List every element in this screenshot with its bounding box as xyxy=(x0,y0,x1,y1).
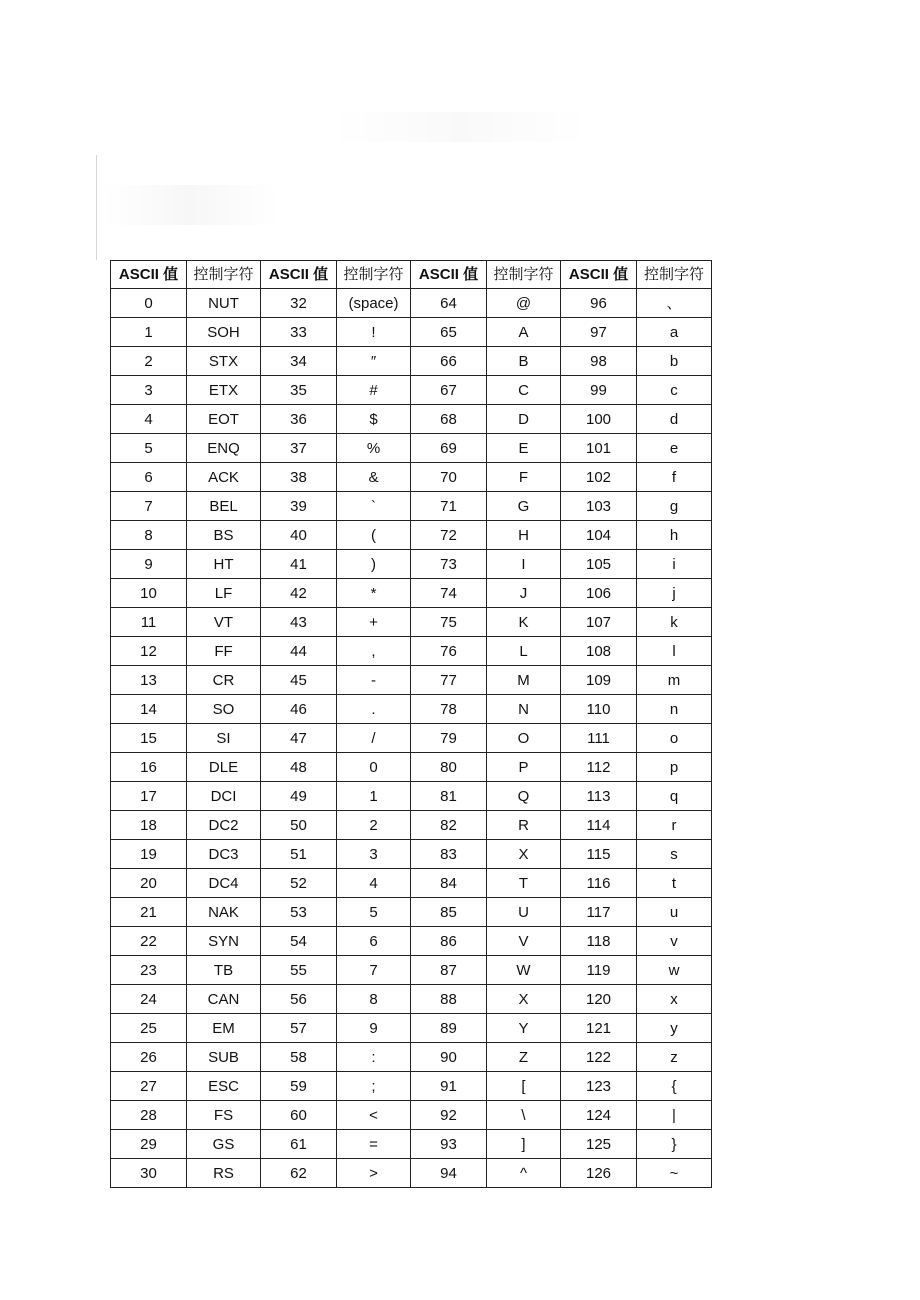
table-row xyxy=(111,637,712,666)
ascii-value-cell: 84 xyxy=(411,869,487,898)
ascii-value-cell: 46 xyxy=(261,695,337,724)
control-char-cell: - xyxy=(337,666,411,695)
control-char-cell: SO xyxy=(187,695,261,724)
control-char-cell: p xyxy=(637,753,712,782)
control-char-cell: NAK xyxy=(187,898,261,927)
table-row xyxy=(111,492,712,521)
control-char-cell: | xyxy=(637,1101,712,1130)
ascii-value-cell: 104 xyxy=(561,521,637,550)
control-char-cell: k xyxy=(637,608,712,637)
control-char-cell: DCI xyxy=(187,782,261,811)
control-char-cell: 3 xyxy=(337,840,411,869)
ascii-value-cell: 3 xyxy=(111,376,187,405)
ascii-value-cell: 83 xyxy=(411,840,487,869)
ascii-value-cell: 23 xyxy=(111,956,187,985)
ascii-value-cell: 71 xyxy=(411,492,487,521)
control-char-cell: X xyxy=(487,985,561,1014)
control-char-cell: Q xyxy=(487,782,561,811)
control-char-cell: M xyxy=(487,666,561,695)
ascii-value-cell: 12 xyxy=(111,637,187,666)
ascii-value-cell: 79 xyxy=(411,724,487,753)
control-char-cell: DC4 xyxy=(187,869,261,898)
control-char-cell: c xyxy=(637,376,712,405)
control-char-cell: d xyxy=(637,405,712,434)
control-char-cell: A xyxy=(487,318,561,347)
ascii-value-cell: 33 xyxy=(261,318,337,347)
table-row xyxy=(111,405,712,434)
table-row xyxy=(111,579,712,608)
control-char-cell: s xyxy=(637,840,712,869)
header-control-char: 控制字符 xyxy=(487,261,561,289)
ascii-value-cell: 103 xyxy=(561,492,637,521)
ascii-value-cell: 67 xyxy=(411,376,487,405)
control-char-cell: J xyxy=(487,579,561,608)
table-row xyxy=(111,434,712,463)
ascii-value-cell: 105 xyxy=(561,550,637,579)
ascii-value-cell: 28 xyxy=(111,1101,187,1130)
control-char-cell: h xyxy=(637,521,712,550)
table-row xyxy=(111,724,712,753)
control-char-cell: q xyxy=(637,782,712,811)
ascii-value-cell: 26 xyxy=(111,1043,187,1072)
table-row xyxy=(111,1014,712,1043)
header-control-char: 控制字符 xyxy=(337,261,411,289)
ascii-value-cell: 94 xyxy=(411,1159,487,1188)
control-char-cell: { xyxy=(637,1072,712,1101)
control-char-cell: FS xyxy=(187,1101,261,1130)
ascii-value-cell: 80 xyxy=(411,753,487,782)
control-char-cell: N xyxy=(487,695,561,724)
table-row xyxy=(111,753,712,782)
ascii-value-cell: 109 xyxy=(561,666,637,695)
ascii-value-cell: 99 xyxy=(561,376,637,405)
faded-title-block xyxy=(330,112,590,142)
control-char-cell: e xyxy=(637,434,712,463)
ascii-value-cell: 76 xyxy=(411,637,487,666)
control-char-cell: ] xyxy=(487,1130,561,1159)
control-char-cell: \ xyxy=(487,1101,561,1130)
ascii-value-cell: 42 xyxy=(261,579,337,608)
table-row xyxy=(111,550,712,579)
control-char-cell: o xyxy=(637,724,712,753)
control-char-cell: X xyxy=(487,840,561,869)
ascii-value-cell: 126 xyxy=(561,1159,637,1188)
ascii-value-cell: 78 xyxy=(411,695,487,724)
ascii-value-cell: 35 xyxy=(261,376,337,405)
control-char-cell: ~ xyxy=(637,1159,712,1188)
ascii-value-cell: 45 xyxy=(261,666,337,695)
control-char-cell: H xyxy=(487,521,561,550)
control-char-cell: SI xyxy=(187,724,261,753)
ascii-value-cell: 57 xyxy=(261,1014,337,1043)
table-row xyxy=(111,289,712,318)
table-row xyxy=(111,1072,712,1101)
ascii-value-cell: 98 xyxy=(561,347,637,376)
ascii-value-cell: 123 xyxy=(561,1072,637,1101)
ascii-value-cell: 92 xyxy=(411,1101,487,1130)
control-char-cell: CAN xyxy=(187,985,261,1014)
ascii-value-cell: 65 xyxy=(411,318,487,347)
control-char-cell: U xyxy=(487,898,561,927)
control-char-cell: Y xyxy=(487,1014,561,1043)
table-row xyxy=(111,1159,712,1188)
ascii-value-cell: 58 xyxy=(261,1043,337,1072)
ascii-value-cell: 77 xyxy=(411,666,487,695)
control-char-cell: g xyxy=(637,492,712,521)
ascii-value-cell: 118 xyxy=(561,927,637,956)
control-char-cell: 、 xyxy=(637,289,712,318)
control-char-cell: ; xyxy=(337,1072,411,1101)
ascii-value-cell: 107 xyxy=(561,608,637,637)
control-char-cell: ESC xyxy=(187,1072,261,1101)
ascii-value-cell: 54 xyxy=(261,927,337,956)
ascii-value-cell: 89 xyxy=(411,1014,487,1043)
ascii-value-cell: 29 xyxy=(111,1130,187,1159)
table-row xyxy=(111,782,712,811)
ascii-value-cell: 9 xyxy=(111,550,187,579)
table-row xyxy=(111,956,712,985)
ascii-value-cell: 51 xyxy=(261,840,337,869)
ascii-value-cell: 8 xyxy=(111,521,187,550)
ascii-value-cell: 43 xyxy=(261,608,337,637)
ascii-value-cell: 96 xyxy=(561,289,637,318)
control-char-cell: B xyxy=(487,347,561,376)
control-char-cell: 6 xyxy=(337,927,411,956)
control-char-cell: y xyxy=(637,1014,712,1043)
ascii-value-cell: 90 xyxy=(411,1043,487,1072)
ascii-value-cell: 75 xyxy=(411,608,487,637)
control-char-cell: EM xyxy=(187,1014,261,1043)
ascii-value-cell: 14 xyxy=(111,695,187,724)
control-char-cell: SUB xyxy=(187,1043,261,1072)
control-char-cell: 5 xyxy=(337,898,411,927)
control-char-cell: m xyxy=(637,666,712,695)
control-char-cell: w xyxy=(637,956,712,985)
control-char-cell: RS xyxy=(187,1159,261,1188)
control-char-cell: x xyxy=(637,985,712,1014)
ascii-value-cell: 64 xyxy=(411,289,487,318)
ascii-value-cell: 15 xyxy=(111,724,187,753)
control-char-cell: ( xyxy=(337,521,411,550)
header-control-char: 控制字符 xyxy=(637,261,712,289)
control-char-cell: l xyxy=(637,637,712,666)
control-char-cell: 7 xyxy=(337,956,411,985)
ascii-value-cell: 116 xyxy=(561,869,637,898)
ascii-value-cell: 38 xyxy=(261,463,337,492)
control-char-cell: . xyxy=(337,695,411,724)
control-char-cell: (space) xyxy=(337,289,411,318)
control-char-cell: ) xyxy=(337,550,411,579)
control-char-cell: SOH xyxy=(187,318,261,347)
ascii-value-cell: 44 xyxy=(261,637,337,666)
control-char-cell: Z xyxy=(487,1043,561,1072)
ascii-value-cell: 11 xyxy=(111,608,187,637)
control-char-cell: @ xyxy=(487,289,561,318)
control-char-cell: ENQ xyxy=(187,434,261,463)
header-ascii-value: ASCII 值 xyxy=(411,261,487,289)
control-char-cell: SYN xyxy=(187,927,261,956)
ascii-value-cell: 106 xyxy=(561,579,637,608)
control-char-cell: t xyxy=(637,869,712,898)
faded-subtitle-block xyxy=(100,185,280,225)
ascii-value-cell: 13 xyxy=(111,666,187,695)
control-char-cell: 0 xyxy=(337,753,411,782)
ascii-value-cell: 97 xyxy=(561,318,637,347)
ascii-value-cell: 73 xyxy=(411,550,487,579)
control-char-cell: j xyxy=(637,579,712,608)
ascii-value-cell: 62 xyxy=(261,1159,337,1188)
ascii-value-cell: 85 xyxy=(411,898,487,927)
control-char-cell: % xyxy=(337,434,411,463)
header-ascii-value: ASCII 值 xyxy=(111,261,187,289)
control-char-cell: [ xyxy=(487,1072,561,1101)
control-char-cell: EOT xyxy=(187,405,261,434)
control-char-cell: HT xyxy=(187,550,261,579)
ascii-value-cell: 7 xyxy=(111,492,187,521)
ascii-value-cell: 74 xyxy=(411,579,487,608)
table-row xyxy=(111,695,712,724)
control-char-cell: BS xyxy=(187,521,261,550)
ascii-value-cell: 48 xyxy=(261,753,337,782)
control-char-cell: L xyxy=(487,637,561,666)
control-char-cell: DC3 xyxy=(187,840,261,869)
ascii-value-cell: 34 xyxy=(261,347,337,376)
ascii-value-cell: 115 xyxy=(561,840,637,869)
ascii-value-cell: 121 xyxy=(561,1014,637,1043)
margin-rule xyxy=(96,155,97,260)
control-char-cell: 4 xyxy=(337,869,411,898)
ascii-value-cell: 21 xyxy=(111,898,187,927)
ascii-value-cell: 91 xyxy=(411,1072,487,1101)
control-char-cell: a xyxy=(637,318,712,347)
ascii-value-cell: 120 xyxy=(561,985,637,1014)
control-char-cell: BEL xyxy=(187,492,261,521)
table-row xyxy=(111,463,712,492)
ascii-value-cell: 110 xyxy=(561,695,637,724)
ascii-value-cell: 72 xyxy=(411,521,487,550)
control-char-cell: v xyxy=(637,927,712,956)
ascii-value-cell: 30 xyxy=(111,1159,187,1188)
ascii-value-cell: 114 xyxy=(561,811,637,840)
control-char-cell: < xyxy=(337,1101,411,1130)
ascii-value-cell: 20 xyxy=(111,869,187,898)
table-row xyxy=(111,869,712,898)
control-char-cell: ! xyxy=(337,318,411,347)
control-char-cell: } xyxy=(637,1130,712,1159)
ascii-value-cell: 10 xyxy=(111,579,187,608)
ascii-value-cell: 117 xyxy=(561,898,637,927)
control-char-cell: = xyxy=(337,1130,411,1159)
table-row xyxy=(111,1101,712,1130)
ascii-value-cell: 32 xyxy=(261,289,337,318)
ascii-value-cell: 59 xyxy=(261,1072,337,1101)
ascii-value-cell: 39 xyxy=(261,492,337,521)
control-char-cell: D xyxy=(487,405,561,434)
ascii-value-cell: 102 xyxy=(561,463,637,492)
ascii-value-cell: 112 xyxy=(561,753,637,782)
control-char-cell: / xyxy=(337,724,411,753)
ascii-value-cell: 82 xyxy=(411,811,487,840)
ascii-value-cell: 19 xyxy=(111,840,187,869)
table-row xyxy=(111,347,712,376)
ascii-value-cell: 68 xyxy=(411,405,487,434)
control-char-cell: P xyxy=(487,753,561,782)
control-char-cell: STX xyxy=(187,347,261,376)
ascii-value-cell: 124 xyxy=(561,1101,637,1130)
control-char-cell: FF xyxy=(187,637,261,666)
control-char-cell: O xyxy=(487,724,561,753)
table-row xyxy=(111,376,712,405)
table-row xyxy=(111,898,712,927)
ascii-value-cell: 88 xyxy=(411,985,487,1014)
control-char-cell: ^ xyxy=(487,1159,561,1188)
control-char-cell: I xyxy=(487,550,561,579)
ascii-value-cell: 93 xyxy=(411,1130,487,1159)
ascii-value-cell: 52 xyxy=(261,869,337,898)
ascii-value-cell: 113 xyxy=(561,782,637,811)
control-char-cell: ″ xyxy=(337,347,411,376)
ascii-value-cell: 56 xyxy=(261,985,337,1014)
ascii-value-cell: 119 xyxy=(561,956,637,985)
control-char-cell: E xyxy=(487,434,561,463)
control-char-cell: K xyxy=(487,608,561,637)
ascii-value-cell: 61 xyxy=(261,1130,337,1159)
table-row xyxy=(111,318,712,347)
control-char-cell: * xyxy=(337,579,411,608)
control-char-cell: # xyxy=(337,376,411,405)
ascii-value-cell: 18 xyxy=(111,811,187,840)
ascii-value-cell: 86 xyxy=(411,927,487,956)
table-row xyxy=(111,1043,712,1072)
control-char-cell: n xyxy=(637,695,712,724)
ascii-value-cell: 17 xyxy=(111,782,187,811)
ascii-value-cell: 5 xyxy=(111,434,187,463)
control-char-cell: DLE xyxy=(187,753,261,782)
table-header-row xyxy=(111,261,712,289)
ascii-table xyxy=(110,260,712,1188)
ascii-value-cell: 25 xyxy=(111,1014,187,1043)
control-char-cell: 1 xyxy=(337,782,411,811)
control-char-cell: 9 xyxy=(337,1014,411,1043)
control-char-cell: C xyxy=(487,376,561,405)
control-char-cell: 2 xyxy=(337,811,411,840)
ascii-value-cell: 47 xyxy=(261,724,337,753)
ascii-value-cell: 6 xyxy=(111,463,187,492)
control-char-cell: : xyxy=(337,1043,411,1072)
ascii-value-cell: 0 xyxy=(111,289,187,318)
table-row xyxy=(111,927,712,956)
control-char-cell: z xyxy=(637,1043,712,1072)
ascii-value-cell: 70 xyxy=(411,463,487,492)
control-char-cell: ACK xyxy=(187,463,261,492)
control-char-cell: CR xyxy=(187,666,261,695)
ascii-value-cell: 2 xyxy=(111,347,187,376)
ascii-value-cell: 4 xyxy=(111,405,187,434)
ascii-value-cell: 16 xyxy=(111,753,187,782)
ascii-value-cell: 101 xyxy=(561,434,637,463)
control-char-cell: VT xyxy=(187,608,261,637)
table-body xyxy=(111,289,712,1188)
table-row xyxy=(111,811,712,840)
control-char-cell: f xyxy=(637,463,712,492)
control-char-cell: , xyxy=(337,637,411,666)
control-char-cell: V xyxy=(487,927,561,956)
ascii-value-cell: 24 xyxy=(111,985,187,1014)
control-char-cell: LF xyxy=(187,579,261,608)
ascii-value-cell: 81 xyxy=(411,782,487,811)
control-char-cell: T xyxy=(487,869,561,898)
ascii-value-cell: 111 xyxy=(561,724,637,753)
control-char-cell: 8 xyxy=(337,985,411,1014)
table-row xyxy=(111,1130,712,1159)
ascii-value-cell: 66 xyxy=(411,347,487,376)
control-char-cell: W xyxy=(487,956,561,985)
control-char-cell: $ xyxy=(337,405,411,434)
header-ascii-value: ASCII 值 xyxy=(561,261,637,289)
control-char-cell: b xyxy=(637,347,712,376)
header-ascii-value: ASCII 值 xyxy=(261,261,337,289)
header-control-char: 控制字符 xyxy=(187,261,261,289)
control-char-cell: i xyxy=(637,550,712,579)
ascii-value-cell: 87 xyxy=(411,956,487,985)
table-row xyxy=(111,608,712,637)
ascii-value-cell: 69 xyxy=(411,434,487,463)
table-row xyxy=(111,840,712,869)
ascii-value-cell: 37 xyxy=(261,434,337,463)
ascii-value-cell: 122 xyxy=(561,1043,637,1072)
table-row xyxy=(111,666,712,695)
ascii-value-cell: 100 xyxy=(561,405,637,434)
ascii-value-cell: 36 xyxy=(261,405,337,434)
ascii-value-cell: 27 xyxy=(111,1072,187,1101)
control-char-cell: GS xyxy=(187,1130,261,1159)
control-char-cell: DC2 xyxy=(187,811,261,840)
control-char-cell: & xyxy=(337,463,411,492)
control-char-cell: u xyxy=(637,898,712,927)
control-char-cell: G xyxy=(487,492,561,521)
ascii-value-cell: 49 xyxy=(261,782,337,811)
control-char-cell: F xyxy=(487,463,561,492)
ascii-value-cell: 55 xyxy=(261,956,337,985)
control-char-cell: + xyxy=(337,608,411,637)
control-char-cell: ` xyxy=(337,492,411,521)
control-char-cell: > xyxy=(337,1159,411,1188)
control-char-cell: R xyxy=(487,811,561,840)
ascii-value-cell: 41 xyxy=(261,550,337,579)
ascii-value-cell: 108 xyxy=(561,637,637,666)
ascii-value-cell: 1 xyxy=(111,318,187,347)
control-char-cell: NUT xyxy=(187,289,261,318)
ascii-value-cell: 40 xyxy=(261,521,337,550)
ascii-value-cell: 60 xyxy=(261,1101,337,1130)
control-char-cell: TB xyxy=(187,956,261,985)
table-row xyxy=(111,521,712,550)
control-char-cell: r xyxy=(637,811,712,840)
ascii-value-cell: 50 xyxy=(261,811,337,840)
ascii-value-cell: 53 xyxy=(261,898,337,927)
control-char-cell: ETX xyxy=(187,376,261,405)
ascii-value-cell: 22 xyxy=(111,927,187,956)
table-row xyxy=(111,985,712,1014)
ascii-value-cell: 125 xyxy=(561,1130,637,1159)
